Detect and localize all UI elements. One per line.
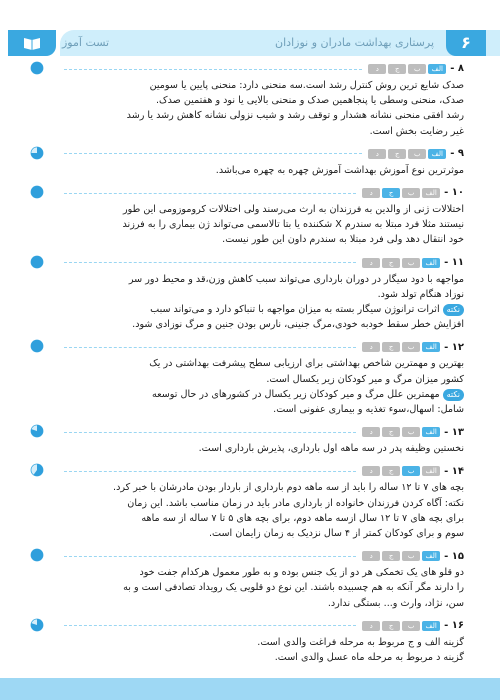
question-header (58, 184, 464, 202)
answer-line: خود انتقال دهد ولی فرد مبتلا به سندرم داون این طور نیست. (222, 234, 464, 246)
question-block (58, 423, 464, 456)
question-block (58, 145, 464, 178)
choice-tag: ج (382, 258, 400, 268)
question-block (58, 547, 464, 611)
dashed-divider (64, 69, 362, 70)
question-block (58, 60, 464, 139)
question-number: ۱۴ - (444, 465, 464, 477)
difficulty-pie-icon (30, 146, 44, 160)
choice-tag: د (368, 149, 386, 159)
choice-tag: ب (402, 427, 420, 437)
choice-tag: الف (428, 149, 446, 159)
choice-tag: د (368, 64, 386, 74)
choice-tag: الف (422, 342, 440, 352)
choice-tag: الف (422, 188, 440, 198)
choice-tag: د (362, 342, 380, 352)
dashed-divider (64, 556, 356, 557)
difficulty-pie-icon (30, 424, 44, 438)
answer-text (58, 78, 464, 139)
difficulty-indicator (30, 548, 44, 567)
answer-line: گزینه د مربوط به مرحله ماه عسل والدی است. (274, 652, 464, 664)
difficulty-indicator (30, 255, 44, 274)
choice-tag: ج (382, 621, 400, 631)
note-line: نکتهاثرات ترانوژن سیگار بسته به میزان مواجهه با تنباکو دارد و می‌تواند سبب (58, 302, 464, 317)
answer-text (58, 635, 464, 665)
choice-tags (362, 258, 440, 268)
choice-tag: ب (402, 188, 420, 198)
answer-line: مواجهه با دود سیگار در دوران بارداری می‌تواند سبب کاهش وزن،قد و محیط دور سر (128, 273, 464, 285)
brand-logo (8, 30, 56, 56)
difficulty-pie-icon (30, 255, 44, 269)
choice-tags (368, 64, 446, 74)
choice-tag: د (362, 551, 380, 561)
choice-tags (362, 466, 440, 476)
question-header (58, 547, 464, 565)
choice-tag: الف (422, 551, 440, 561)
question-block (58, 617, 464, 665)
choice-tag: الف (422, 427, 440, 437)
choice-tag: ب (402, 342, 420, 352)
choice-tag: ب (408, 149, 426, 159)
question-block (58, 462, 464, 541)
answer-text (58, 441, 464, 456)
question-number: ۱۵ - (444, 550, 464, 562)
answer-line: رشد افقی منحنی نشانه هشدار و توقف رشد و شیب نزولی نشانه کاهش رشد یا رشد (126, 110, 464, 122)
page-number: ۶ (446, 30, 486, 56)
dashed-divider (64, 471, 356, 472)
choice-tag: د (362, 427, 380, 437)
question-number: ۱۲ - (444, 341, 464, 353)
question-block (58, 184, 464, 248)
difficulty-indicator (30, 618, 44, 637)
question-header (58, 145, 464, 163)
answer-line: صدک، منحنی وسطی یا پنجاهمین صدک و منحنی بالایی یا نود و هفتمین صدک. (156, 95, 464, 107)
difficulty-pie-icon (30, 185, 44, 199)
difficulty-indicator (30, 463, 44, 482)
question-header (58, 254, 464, 272)
note-line: افزایش خطر سقط خودبه خودی،مرگ جنینی، نارس بودن جنین و مرگ نوزادی شود. (132, 319, 464, 331)
answer-text (58, 163, 464, 178)
answer-line: بهترین و مهمترین شاخص بهداشتی برای ارزیابی سطح پیشرفت بهداشتی در یک (149, 358, 464, 370)
note-line: شامل: اسهال،سوء تغذیه و بیماری عفونی است. (273, 404, 464, 416)
choice-tag: د (362, 466, 380, 476)
answer-line: اختلالات ژنی از والدین به فرزندان به ارث می‌رسند ولی اختلالات کروموزومی این طور (123, 204, 464, 216)
choice-tags (362, 621, 440, 631)
answer-line: نیستند مثلا فرد مبتلا به سندرم X شکننده یا بتا تالاسمی می‌تواند ژن بیماری را به فرزند (122, 219, 464, 231)
difficulty-pie-icon (30, 463, 44, 477)
question-number: ۱۱ - (444, 257, 464, 269)
answer-line: غیر رضایت بخش است. (369, 125, 464, 137)
question-header (58, 462, 464, 480)
question-header (58, 60, 464, 78)
choice-tags (362, 342, 440, 352)
question-header (58, 423, 464, 441)
question-header (58, 617, 464, 635)
answer-line: نکته: آگاه کردن فرزندان خانواده از بارداری مادر باید در زمان مناسب باشد. این زمان (127, 497, 464, 509)
answer-text (58, 272, 464, 333)
difficulty-pie-icon (30, 61, 44, 75)
question-number: ۱۳ - (444, 426, 464, 438)
choice-tag: ب (402, 621, 420, 631)
dashed-divider (64, 625, 356, 626)
choice-tag: الف (422, 621, 440, 631)
answer-line: سوم و برای کودکان کمتر از ۴ سال نزدیک به زمان زایمان است. (208, 528, 464, 540)
dashed-divider (64, 262, 356, 263)
choice-tag: د (362, 621, 380, 631)
choice-tags (362, 188, 440, 198)
note-badge: نکته (443, 304, 464, 316)
choice-tag: د (362, 258, 380, 268)
choice-tag: الف (422, 258, 440, 268)
choice-tag: ج (382, 551, 400, 561)
choice-tag: ج (382, 466, 400, 476)
answer-text (58, 480, 464, 541)
answer-text (58, 356, 464, 417)
answer-line: کشور میزان مرگ و میر کودکان زیر یکسال است. (266, 373, 464, 385)
difficulty-indicator (30, 61, 44, 80)
note-badge: نکته (443, 389, 464, 401)
answer-text (58, 565, 464, 611)
choice-tag: ج (388, 64, 406, 74)
book-icon (22, 35, 42, 51)
page-header (0, 0, 500, 56)
question-number: ۹ - (450, 148, 464, 160)
answer-line: موثرترین نوع آموزش بهداشت آموزش چهره به چهره می‌باشد. (215, 164, 464, 176)
answer-line: صدک شایع ترین روش کنترل رشد است.سه منحنی دارد: منحنی پایین یا سومین (149, 80, 464, 91)
answer-line: را دارند مگر آنکه به هم چسبیده باشند. این نوع دو قلویی یک رویداد تصادفی است و به (123, 582, 464, 594)
choice-tag: ج (382, 342, 400, 352)
choice-tag: د (362, 188, 380, 198)
dashed-divider (64, 347, 356, 348)
choice-tag: ج (382, 427, 400, 437)
answer-line: برای بچه های ۷ تا ۱۲ سال ازسه ماهه دوم، برای بچه های ۵ تا ۷ ساله از سه ماهه (141, 512, 464, 524)
answers-list (58, 60, 464, 671)
choice-tags (362, 551, 440, 561)
answer-line: گزینه الف و ج مربوط به مرحله فراغت والدی است. (257, 636, 464, 648)
difficulty-pie-icon (30, 548, 44, 562)
choice-tag: ج (382, 188, 400, 198)
choice-tags (368, 149, 446, 159)
answer-line: نخستین وظیفه پدر در سه ماهه اول بارداری، پذیرش بارداری است. (198, 443, 464, 455)
answer-line: دو قلو های یک تخمکی هر دو از یک جنس بوده و به طور معمول هرکدام جفت خود (139, 567, 464, 579)
question-number: ۸ - (450, 63, 464, 75)
difficulty-indicator (30, 185, 44, 204)
choice-tag: ب (408, 64, 426, 74)
page-footer-band (0, 678, 500, 700)
question-header (58, 338, 464, 356)
choice-tag: ب (402, 466, 420, 476)
difficulty-indicator (30, 424, 44, 443)
dashed-divider (64, 193, 356, 194)
note-line: نکتهمهمترین علل مرگ و میر کودکان زیر یکسال در کشورهای در حال توسعه (58, 387, 464, 402)
difficulty-pie-icon (30, 618, 44, 632)
choice-tag: ج (388, 149, 406, 159)
difficulty-indicator (30, 146, 44, 165)
answer-text (58, 202, 464, 248)
dashed-divider (64, 153, 362, 154)
answer-line: بچه های ۷ تا ۱۲ ساله را باید از سه ماهه دوم بارداری از باردار بودن مادرشان با خبر کرد. (113, 482, 464, 494)
choice-tags (362, 427, 440, 437)
choice-tag: الف (428, 64, 446, 74)
brand-name: تست آموز (62, 36, 110, 49)
question-block (58, 254, 464, 333)
dashed-divider (64, 432, 356, 433)
question-block (58, 338, 464, 417)
choice-tag: الف (422, 466, 440, 476)
choice-tag: ب (402, 551, 420, 561)
difficulty-pie-icon (30, 339, 44, 353)
book-title: پرستاری بهداشت مادران و نوزادان (275, 36, 434, 49)
question-number: ۱۰ - (444, 187, 464, 199)
choice-tag: ب (402, 258, 420, 268)
answer-line: نوزاد هنگام تولد شود. (377, 288, 464, 300)
difficulty-indicator (30, 339, 44, 358)
answer-line: سن، نژاد، وارث و... بستگی ندارد. (327, 597, 464, 609)
question-number: ۱۶ - (444, 620, 464, 632)
